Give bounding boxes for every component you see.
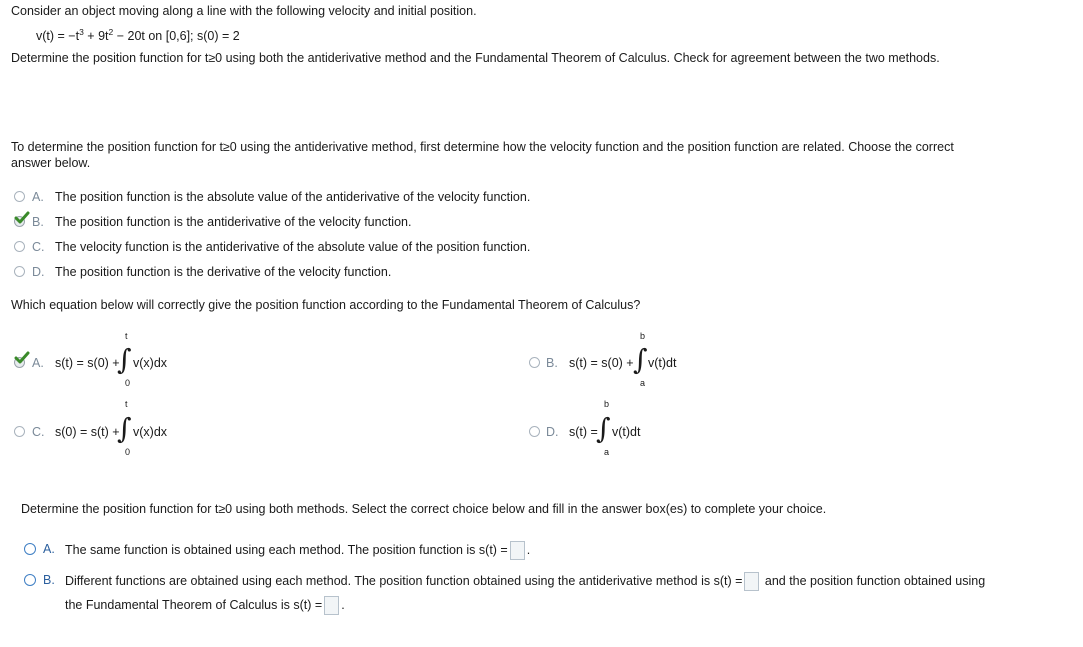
intro-text: Consider an object moving along a line with the following velocity and initial position. — [11, 4, 477, 18]
eq-part-b: + 9t — [87, 29, 109, 43]
q2-lhs-c: s(0) = s(t) + — [55, 425, 120, 439]
q1-radio-a[interactable] — [14, 191, 25, 202]
q2-radio-c[interactable] — [14, 426, 25, 437]
checkmark-icon — [14, 351, 30, 365]
q2-integrand-c: v(x)dx — [133, 425, 168, 439]
q1-letter-d: D. — [32, 265, 45, 279]
q2-radio-d[interactable] — [529, 426, 540, 437]
q2-letter-a: A. — [32, 356, 44, 370]
q2-letter-c: C. — [32, 425, 45, 439]
q1-radio-c[interactable] — [14, 241, 25, 252]
q2-lhs-a: s(t) = s(0) + — [55, 356, 120, 370]
q1-letter-c: C. — [32, 240, 45, 254]
q3-text-a-line: The same function is obtained using each method. The position function is s(t) = . — [65, 540, 530, 560]
q2-integrand-a: v(x)dx — [133, 356, 168, 370]
eq-part-a: v(t) = −t — [36, 29, 80, 43]
q3-prompt: Determine the position function for t≥0 using both methods. Select the correct choice below and fill in the answer box(es) to complete your choice. — [21, 502, 827, 516]
exponent-2: 2 — [108, 27, 114, 37]
integral-icon: ∫ — [117, 343, 132, 376]
q2-integrand-d: v(t)dt — [612, 425, 641, 439]
q2-upper-d: b — [604, 399, 610, 409]
q2-letter-d: D. — [546, 425, 559, 439]
q1-text-c: The velocity function is the antiderivative of the absolute value of the position function. — [55, 240, 531, 254]
q2-lhs-b: s(t) = s(0) + — [569, 356, 634, 370]
task-text: Determine the position function for t≥0 using both the antiderivative method and the Fundamental Theorem of Calculus. Check for agreement between the two methods. — [11, 51, 940, 65]
q1-letter-a: A. — [32, 190, 44, 204]
q3-text-b1: Different functions are obtained using each method. The position function obtained using the antiderivative method is s(t) = — [65, 574, 743, 588]
q3-text-b-line1 — [65, 571, 985, 591]
q2-lower-d: a — [604, 447, 610, 457]
exponent-3: 3 — [79, 27, 84, 37]
q1-text-b: The position function is the antiderivative of the velocity function. — [55, 215, 412, 229]
q1-letter-b: B. — [32, 215, 44, 229]
q2-radio-b[interactable] — [529, 357, 540, 368]
q1-radio-d[interactable] — [14, 266, 25, 277]
q2-lower-c: 0 — [125, 447, 131, 457]
q1-text-a: The position function is the absolute value of the antiderivative of the velocity function. — [55, 190, 531, 204]
answer-box-b1[interactable] — [744, 572, 759, 591]
q2-upper-c: t — [125, 399, 128, 409]
integral-icon: ∫ — [117, 412, 132, 445]
q2-upper-a: t — [125, 331, 128, 341]
q3-radio-a[interactable] — [24, 543, 36, 555]
integral-icon: ∫ — [633, 343, 648, 376]
q2-lhs-d: s(t) = — [569, 425, 598, 439]
answer-box-b2[interactable] — [324, 596, 339, 615]
q3-text-b2: and the position function obtained using — [764, 574, 986, 588]
velocity-equation — [36, 28, 240, 44]
q2-upper-b: b — [640, 331, 646, 341]
answer-box-a[interactable] — [510, 541, 525, 560]
q2-integrand-b: v(t)dt — [648, 356, 677, 370]
q2-lower-b: a — [640, 378, 646, 388]
integral-icon: ∫ — [596, 412, 611, 445]
q3-letter-a: A. — [43, 542, 55, 556]
q3-radio-b[interactable] — [24, 574, 36, 586]
q2-lower-a: 0 — [125, 378, 131, 388]
q3-text-b-line2: the Fundamental Theorem of Calculus is s(t) = . — [65, 595, 345, 615]
q3-text-a: The same function is obtained using each method. The position function is s(t) = — [65, 543, 508, 557]
q3-letter-b: B. — [43, 573, 55, 587]
q3-text-b3: the Fundamental Theorem of Calculus is s(t) = — [65, 598, 323, 612]
q1-prompt-line1: To determine the position function for t≥0 using the antiderivative method, first determine how the velocity function and the position function are related. Choose the correct — [11, 140, 954, 154]
checkmark-icon — [14, 211, 30, 225]
eq-part-c: − 20t on [0,6]; s(0) = 2 — [116, 29, 240, 43]
q2-prompt: Which equation below will correctly give the position function according to the Fundamental Theorem of Calculus? — [11, 298, 641, 312]
q1-prompt-line2: answer below. — [11, 156, 91, 170]
q2-letter-b: B. — [546, 356, 558, 370]
q1-text-d: The position function is the derivative of the velocity function. — [55, 265, 392, 279]
